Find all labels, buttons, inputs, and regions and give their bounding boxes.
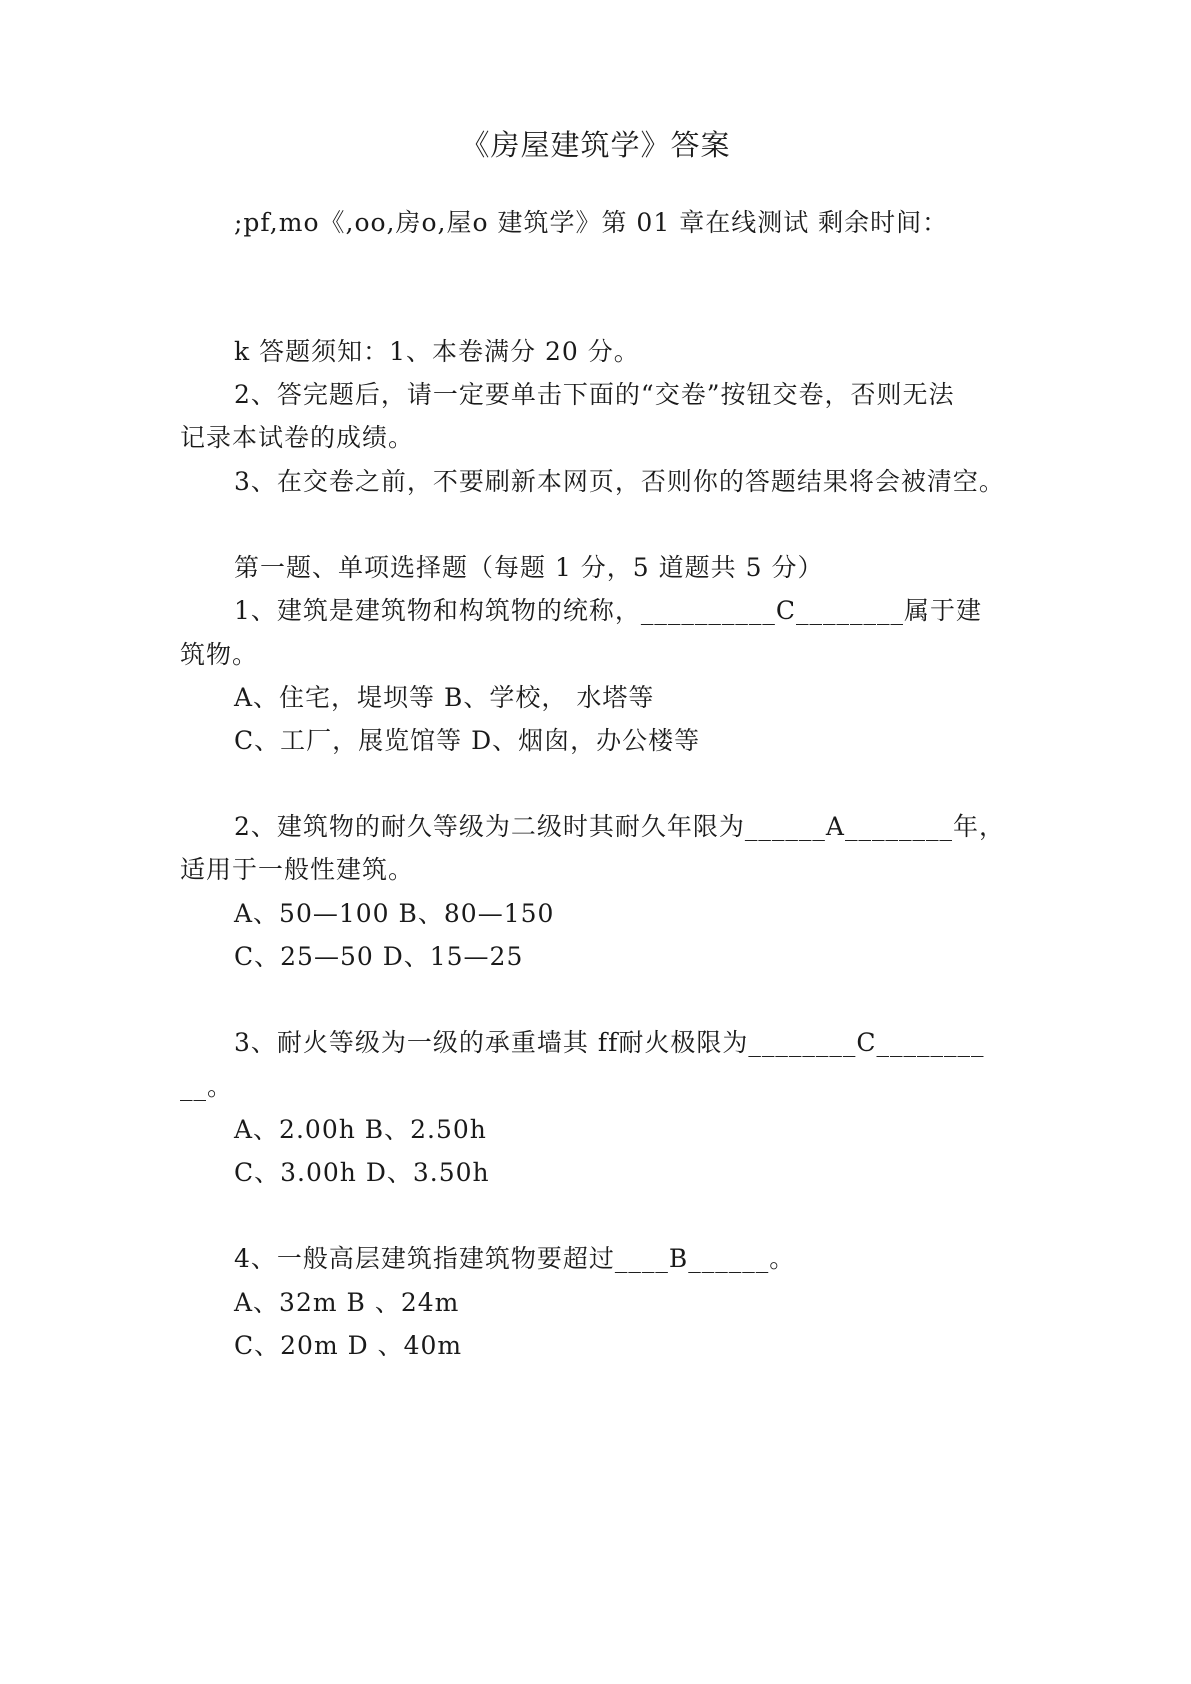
question-stem: 4、一般高层建筑指建筑物要超过____B______。: [234, 1244, 796, 1273]
question-options-ab: A、50—100 B、80—150: [234, 899, 555, 928]
question-options-ab: A、住宅，堤坝等 B、学校， 水塔等: [234, 683, 655, 712]
section-title: 第一题、单项选择题（每题 1 分，5 道题共 5 分）: [234, 553, 824, 582]
question-options-cd: C、工厂，展览馆等 D、烟囱，办公楼等: [234, 726, 701, 755]
document-title: 《房屋建筑学》答案: [460, 128, 731, 162]
question-options-ab: A、2.00h B、2.50h: [234, 1115, 487, 1144]
question-stem-cont: __。: [180, 1072, 234, 1101]
question-stem-cont: 适用于一般性建筑。: [180, 855, 415, 884]
question-options-cd: C、3.00h D、3.50h: [234, 1158, 490, 1187]
question-options-cd: C、20m D 、40m: [234, 1331, 463, 1360]
question-options-cd: C、25—50 D、15—25: [234, 942, 524, 971]
instruction-line-1: k 答题须知：1、本卷满分 20 分。: [234, 337, 640, 366]
instruction-line-3: 3、在交卷之前，不要刷新本网页，否则你的答题结果将会被清空。: [234, 467, 1005, 496]
header-line: ;pf,mo《,oo,房o,屋o 建筑学》第 01 章在线测试 剩余时间：: [234, 208, 949, 237]
question-stem: 1、建筑是建筑物和构筑物的统称，__________C________属于建: [234, 596, 983, 625]
question-stem-cont: 筑物。: [180, 640, 259, 669]
question-options-ab: A、32m B 、24m: [234, 1288, 460, 1317]
instruction-line-2: 2、答完题后，请一定要单击下面的“交卷”按钮交卷，否则无法: [234, 380, 955, 409]
question-stem: 2、建筑物的耐久等级为二级时其耐久年限为______A________年，: [234, 812, 1005, 841]
question-stem: 3、耐火等级为一级的承重墙其 ff耐火极限为________C________: [234, 1028, 985, 1057]
instruction-line-2-cont: 记录本试卷的成绩。: [180, 423, 415, 452]
